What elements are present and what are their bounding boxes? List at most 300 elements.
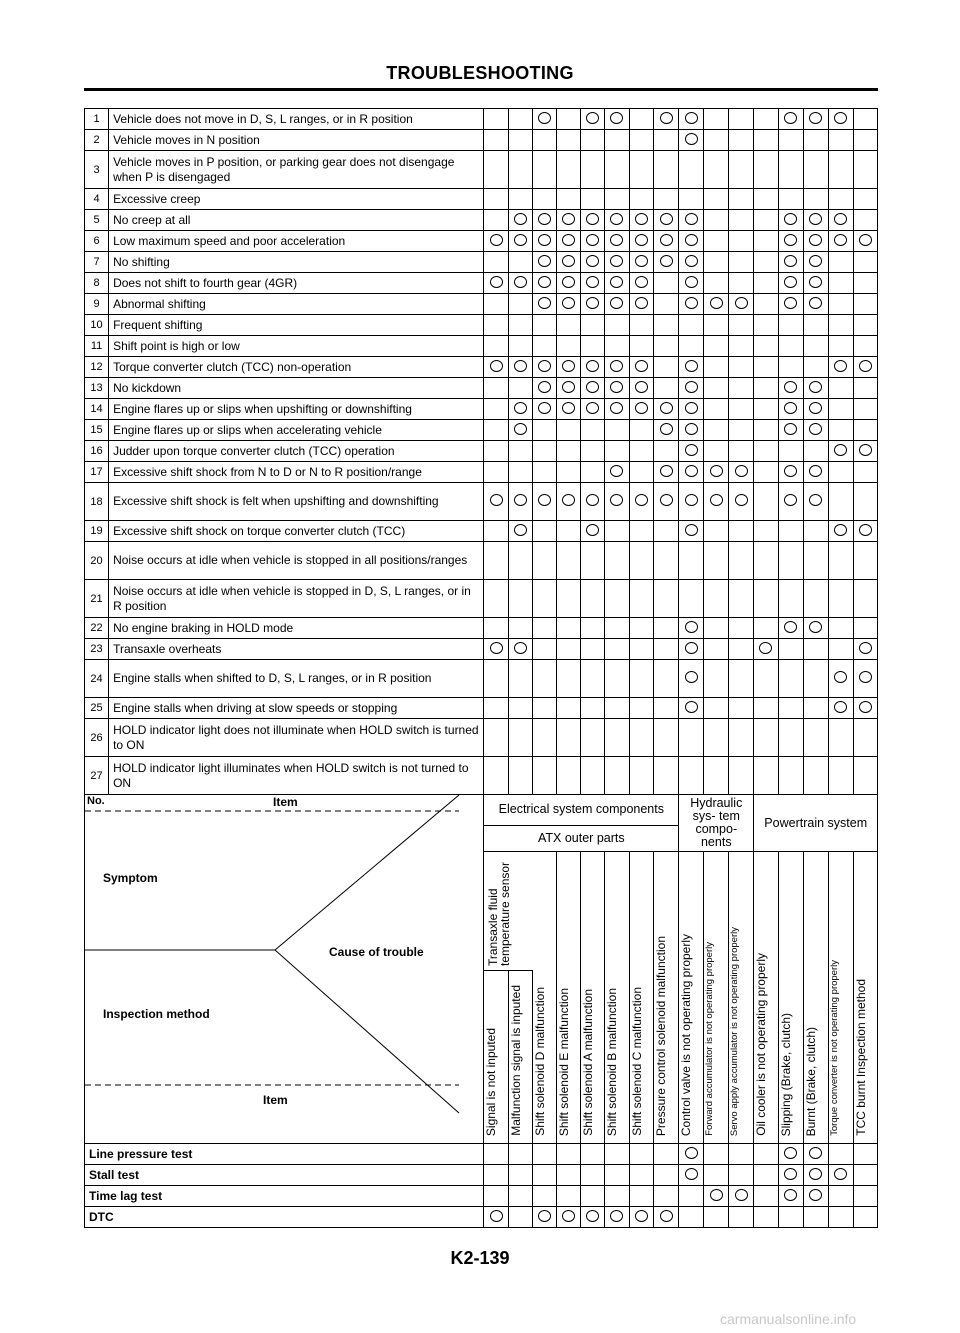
column-header-label: Shift solenoid E malfunction — [556, 987, 571, 1136]
inspection-cell-13 — [778, 1207, 803, 1228]
row-number: 22 — [85, 618, 109, 639]
circle-mark — [490, 276, 503, 288]
circle-mark — [784, 494, 797, 506]
symptom-cell-11 — [729, 231, 754, 252]
column-header-label: Signal is not inputed — [484, 1027, 499, 1136]
symptom-cell-7 — [629, 336, 653, 357]
inspection-cell-3 — [532, 1186, 556, 1207]
symptom-cell-13 — [778, 130, 803, 151]
symptom-cell-10 — [704, 294, 729, 315]
column-header-label: Torque converter is not operating properly — [828, 960, 840, 1136]
symptom-cell-16 — [853, 441, 877, 462]
column-header-label: Shift solenoid C malfunction — [629, 987, 644, 1136]
table-row — [85, 483, 878, 521]
symptom-cell-10 — [704, 151, 729, 189]
column-header-label: Shift solenoid B malfunction — [604, 987, 619, 1136]
symptom-cell-3 — [532, 580, 556, 618]
symptom-cell-15 — [828, 719, 853, 757]
inspection-cell-16 — [853, 1207, 877, 1228]
circle-mark — [538, 255, 551, 267]
circle-mark — [586, 494, 599, 506]
table-row — [85, 294, 878, 315]
symptom-cell-9 — [679, 109, 704, 130]
column-header-15 — [828, 852, 853, 1144]
symptom-cell-3 — [532, 719, 556, 757]
symptom-cell-6 — [604, 336, 629, 357]
symptom-cell-2 — [508, 151, 532, 189]
symptom-cell-16 — [853, 420, 877, 441]
column-header-5 — [580, 852, 604, 1144]
row-number: 7 — [85, 252, 109, 273]
circle-mark — [710, 297, 723, 309]
inspection-cell-7 — [629, 1186, 653, 1207]
circle-mark — [610, 276, 623, 288]
circle-mark — [809, 494, 822, 506]
inspection-rows — [85, 1144, 878, 1228]
symptom-cell-5 — [580, 698, 604, 719]
symptom-cell-3 — [532, 462, 556, 483]
symptom-cell-2 — [508, 462, 532, 483]
symptom-cell-2 — [508, 757, 532, 795]
row-number: 12 — [85, 357, 109, 378]
row-number: 27 — [85, 757, 109, 795]
symptom-cell-13 — [778, 639, 803, 660]
circle-mark — [859, 360, 872, 372]
row-number: 2 — [85, 130, 109, 151]
symptom-cell-14 — [803, 399, 828, 420]
symptom-cell-4 — [556, 109, 580, 130]
title-rule — [84, 88, 878, 91]
symptom-cell-2 — [508, 618, 532, 639]
symptom-cell-13 — [778, 483, 803, 521]
inspection-cell-8 — [654, 1207, 679, 1228]
row-number: 4 — [85, 189, 109, 210]
symptom-cell-13 — [778, 315, 803, 336]
symptom-cell-9 — [679, 420, 704, 441]
circle-mark — [809, 465, 822, 477]
symptom-cell-5 — [580, 151, 604, 189]
symptom-cell-9 — [679, 521, 704, 542]
symptom-cell-1 — [484, 252, 508, 273]
symptom-cell-12 — [754, 130, 778, 151]
circle-mark — [514, 360, 527, 372]
inspection-cell-5 — [580, 1186, 604, 1207]
symptom-cell-5 — [580, 130, 604, 151]
circle-mark — [685, 524, 698, 536]
row-number: 1 — [85, 109, 109, 130]
symptom-cell-16 — [853, 660, 877, 698]
symptom-cell-3 — [532, 151, 556, 189]
symptom-cell-7 — [629, 189, 653, 210]
inspection-method-text: Time lag test — [85, 1186, 484, 1207]
cause-label: Cause of trouble — [329, 945, 424, 959]
symptom-cell-1 — [484, 357, 508, 378]
table-row — [85, 210, 878, 231]
symptom-text: Low maximum speed and poor acceleration — [109, 231, 484, 252]
symptom-cell-1 — [484, 757, 508, 795]
symptom-cell-13 — [778, 151, 803, 189]
symptom-cell-10 — [704, 462, 729, 483]
symptom-cell-12 — [754, 294, 778, 315]
symptom-cell-11 — [729, 130, 754, 151]
symptom-cell-1 — [484, 189, 508, 210]
circle-mark — [685, 213, 698, 225]
circle-mark — [660, 1210, 673, 1222]
circle-mark — [562, 1210, 575, 1222]
symptom-cell-15 — [828, 231, 853, 252]
symptom-cell-2 — [508, 542, 532, 580]
symptom-text: No engine braking in HOLD mode — [109, 618, 484, 639]
circle-mark — [685, 1147, 698, 1159]
circle-mark — [685, 234, 698, 246]
symptom-cell-14 — [803, 210, 828, 231]
symptom-cell-9 — [679, 189, 704, 210]
symptom-cell-2 — [508, 231, 532, 252]
symptom-cell-14 — [803, 420, 828, 441]
inspection-cell-15 — [828, 1144, 853, 1165]
circle-mark — [809, 112, 822, 124]
symptom-cell-2 — [508, 130, 532, 151]
table-row — [85, 315, 878, 336]
symptom-cell-16 — [853, 542, 877, 580]
circle-mark — [784, 255, 797, 267]
symptom-cell-14 — [803, 109, 828, 130]
row-number: 13 — [85, 378, 109, 399]
circle-mark — [538, 234, 551, 246]
symptom-cell-5 — [580, 252, 604, 273]
circle-mark — [562, 360, 575, 372]
inspection-row — [85, 1207, 878, 1228]
inspection-cell-14 — [803, 1186, 828, 1207]
circle-mark — [809, 402, 822, 414]
circle-mark — [834, 213, 847, 225]
symptom-cell-14 — [803, 462, 828, 483]
symptom-cell-15 — [828, 757, 853, 795]
inspection-cell-6 — [604, 1207, 629, 1228]
symptom-cell-7 — [629, 357, 653, 378]
symptom-cell-6 — [604, 399, 629, 420]
symptom-cell-12 — [754, 252, 778, 273]
symptom-cell-10 — [704, 660, 729, 698]
column-header-12 — [754, 852, 778, 1144]
symptom-cell-11 — [729, 151, 754, 189]
circle-mark — [514, 234, 527, 246]
symptom-cell-12 — [754, 109, 778, 130]
circle-mark — [685, 642, 698, 654]
symptom-cell-3 — [532, 336, 556, 357]
inspection-cell-16 — [853, 1144, 877, 1165]
symptom-cell-7 — [629, 130, 653, 151]
symptom-cell-2 — [508, 252, 532, 273]
symptom-cell-4 — [556, 336, 580, 357]
symptom-cell-14 — [803, 542, 828, 580]
symptom-cell-9 — [679, 130, 704, 151]
circle-mark — [538, 276, 551, 288]
symptom-cell-10 — [704, 231, 729, 252]
symptom-cell-9 — [679, 378, 704, 399]
symptom-cell-11 — [729, 698, 754, 719]
circle-mark — [735, 297, 748, 309]
symptom-cell-1 — [484, 294, 508, 315]
inspection-cell-13 — [778, 1186, 803, 1207]
column-header-label: Shift solenoid A malfunction — [580, 989, 595, 1136]
table-row — [85, 399, 878, 420]
symptom-cell-12 — [754, 698, 778, 719]
symptom-cell-10 — [704, 441, 729, 462]
symptom-cell-15 — [828, 294, 853, 315]
symptom-cell-6 — [604, 189, 629, 210]
symptom-cell-3 — [532, 698, 556, 719]
inspection-cell-7 — [629, 1144, 653, 1165]
symptom-cell-15 — [828, 441, 853, 462]
symptom-cell-1 — [484, 660, 508, 698]
symptom-cell-4 — [556, 719, 580, 757]
symptom-cell-6 — [604, 231, 629, 252]
column-header-label: Pressure control solenoid malfunction — [654, 935, 669, 1136]
circle-mark — [562, 494, 575, 506]
symptom-cell-9 — [679, 618, 704, 639]
symptom-cell-9 — [679, 542, 704, 580]
circle-mark — [809, 234, 822, 246]
circle-mark — [660, 423, 673, 435]
symptom-cell-8 — [654, 462, 679, 483]
symptom-cell-1 — [484, 521, 508, 542]
circle-mark — [635, 1210, 648, 1222]
symptom-cell-8 — [654, 273, 679, 294]
symptom-cell-2 — [508, 109, 532, 130]
circle-mark — [514, 494, 527, 506]
symptom-cell-14 — [803, 294, 828, 315]
symptom-cell-15 — [828, 378, 853, 399]
circle-mark — [809, 255, 822, 267]
symptom-cell-12 — [754, 315, 778, 336]
symptom-cell-5 — [580, 483, 604, 521]
symptom-cell-14 — [803, 151, 828, 189]
page-number: K2-139 — [450, 1248, 510, 1268]
circle-mark — [490, 642, 503, 654]
symptom-cell-16 — [853, 336, 877, 357]
symptom-cell-8 — [654, 357, 679, 378]
inspection-cell-4 — [556, 1207, 580, 1228]
symptom-cell-6 — [604, 483, 629, 521]
symptom-cell-10 — [704, 357, 729, 378]
circle-mark — [809, 1147, 822, 1159]
symptom-cell-7 — [629, 252, 653, 273]
symptom-cell-15 — [828, 639, 853, 660]
symptom-cell-16 — [853, 294, 877, 315]
symptom-cell-1 — [484, 639, 508, 660]
symptom-text: Noise occurs at idle when vehicle is stopped in D, S, L ranges, or in R position — [109, 580, 484, 618]
symptom-cell-13 — [778, 109, 803, 130]
table-row — [85, 462, 878, 483]
symptom-cell-15 — [828, 542, 853, 580]
symptom-cell-15 — [828, 462, 853, 483]
symptom-cell-15 — [828, 210, 853, 231]
inspection-cell-12 — [754, 1165, 778, 1186]
symptom-cell-7 — [629, 483, 653, 521]
circle-mark — [490, 234, 503, 246]
circle-mark — [759, 642, 772, 654]
row-number: 20 — [85, 542, 109, 580]
symptom-cell-3 — [532, 483, 556, 521]
no-label: No. — [87, 795, 105, 807]
symptom-cell-4 — [556, 151, 580, 189]
inspection-cell-2 — [508, 1165, 532, 1186]
symptom-cell-8 — [654, 660, 679, 698]
symptom-cell-4 — [556, 580, 580, 618]
circle-mark — [562, 255, 575, 267]
circle-mark — [586, 381, 599, 393]
symptom-cell-16 — [853, 357, 877, 378]
circle-mark — [610, 297, 623, 309]
symptom-cell-7 — [629, 618, 653, 639]
circle-mark — [514, 276, 527, 288]
symptom-cell-13 — [778, 399, 803, 420]
column-header-13 — [778, 852, 803, 1144]
symptom-cell-10 — [704, 719, 729, 757]
item-label-bottom: Item — [263, 1093, 288, 1107]
circle-mark — [859, 642, 872, 654]
symptom-cell-5 — [580, 618, 604, 639]
symptom-cell-6 — [604, 109, 629, 130]
symptom-cell-8 — [654, 483, 679, 521]
column-header-label: Slipping (Brake, clutch) — [778, 1012, 793, 1136]
symptom-cell-7 — [629, 521, 653, 542]
symptom-cell-14 — [803, 315, 828, 336]
symptom-cell-1 — [484, 618, 508, 639]
symptom-cell-6 — [604, 441, 629, 462]
symptom-cell-10 — [704, 639, 729, 660]
symptom-cell-8 — [654, 441, 679, 462]
symptom-cell-7 — [629, 441, 653, 462]
circle-mark — [610, 255, 623, 267]
symptom-cell-4 — [556, 210, 580, 231]
symptom-cell-11 — [729, 357, 754, 378]
symptom-cell-16 — [853, 231, 877, 252]
circle-mark — [809, 297, 822, 309]
symptom-cell-4 — [556, 273, 580, 294]
tft-group-label: Transaxle fluid temperature sensor — [485, 862, 512, 967]
circle-mark — [562, 213, 575, 225]
symptom-cell-8 — [654, 189, 679, 210]
symptom-cell-11 — [729, 462, 754, 483]
symptom-cell-4 — [556, 462, 580, 483]
row-number: 18 — [85, 483, 109, 521]
symptom-cell-7 — [629, 719, 653, 757]
symptom-cell-2 — [508, 357, 532, 378]
symptom-cell-5 — [580, 273, 604, 294]
inspection-cell-13 — [778, 1144, 803, 1165]
symptom-text: No creep at all — [109, 210, 484, 231]
inspection-cell-3 — [532, 1207, 556, 1228]
symptom-text: Transaxle overheats — [109, 639, 484, 660]
symptom-cell-12 — [754, 189, 778, 210]
symptom-cell-3 — [532, 542, 556, 580]
inspection-cell-6 — [604, 1165, 629, 1186]
symptom-cell-7 — [629, 399, 653, 420]
circle-mark — [610, 213, 623, 225]
symptom-cell-2 — [508, 441, 532, 462]
inspection-cell-8 — [654, 1165, 679, 1186]
symptom-cell-3 — [532, 521, 556, 542]
symptom-cell-13 — [778, 542, 803, 580]
circle-mark — [562, 381, 575, 393]
circle-mark — [610, 402, 623, 414]
circle-mark — [660, 465, 673, 477]
symptom-cell-5 — [580, 109, 604, 130]
symptom-cell-6 — [604, 273, 629, 294]
circle-mark — [514, 213, 527, 225]
symptom-cell-1 — [484, 580, 508, 618]
row-number: 8 — [85, 273, 109, 294]
symptom-cell-5 — [580, 189, 604, 210]
inspection-cell-8 — [654, 1144, 679, 1165]
symptom-cell-14 — [803, 521, 828, 542]
row-number: 21 — [85, 580, 109, 618]
symptom-cell-11 — [729, 210, 754, 231]
symptom-cell-5 — [580, 757, 604, 795]
symptom-cell-8 — [654, 420, 679, 441]
row-number: 6 — [85, 231, 109, 252]
symptom-cell-10 — [704, 399, 729, 420]
symptom-cell-12 — [754, 441, 778, 462]
circle-mark — [514, 642, 527, 654]
symptom-text: Vehicle moves in N position — [109, 130, 484, 151]
circle-mark — [685, 297, 698, 309]
symptom-cell-10 — [704, 542, 729, 580]
row-number: 5 — [85, 210, 109, 231]
circle-mark — [610, 381, 623, 393]
inspection-cell-8 — [654, 1186, 679, 1207]
circle-mark — [735, 494, 748, 506]
symptom-cell-6 — [604, 252, 629, 273]
symptom-cell-13 — [778, 719, 803, 757]
inspection-cell-10 — [704, 1165, 729, 1186]
table-row — [85, 441, 878, 462]
symptom-cell-8 — [654, 231, 679, 252]
inspection-cell-12 — [754, 1207, 778, 1228]
symptom-cell-4 — [556, 483, 580, 521]
symptom-cell-6 — [604, 294, 629, 315]
circle-mark — [586, 524, 599, 536]
circle-mark — [538, 402, 551, 414]
symptom-cell-10 — [704, 618, 729, 639]
group-atx: ATX outer parts — [484, 825, 679, 851]
symptom-cell-12 — [754, 210, 778, 231]
symptom-cell-11 — [729, 189, 754, 210]
symptom-cell-10 — [704, 210, 729, 231]
symptom-cell-8 — [654, 618, 679, 639]
circle-mark — [809, 621, 822, 633]
symptom-cell-16 — [853, 151, 877, 189]
circle-mark — [784, 621, 797, 633]
symptom-cell-12 — [754, 231, 778, 252]
symptom-cell-14 — [803, 698, 828, 719]
symptom-cell-15 — [828, 336, 853, 357]
symptom-cell-8 — [654, 210, 679, 231]
symptom-cell-6 — [604, 357, 629, 378]
inspection-method-label: Inspection method — [103, 1007, 210, 1021]
inspection-cell-1 — [484, 1144, 508, 1165]
inspection-cell-15 — [828, 1186, 853, 1207]
circle-mark — [859, 701, 872, 713]
symptom-cell-11 — [729, 109, 754, 130]
symptom-cell-13 — [778, 336, 803, 357]
table-row — [85, 189, 878, 210]
symptom-text: Shift point is high or low — [109, 336, 484, 357]
symptom-cell-16 — [853, 580, 877, 618]
symptom-cell-12 — [754, 462, 778, 483]
